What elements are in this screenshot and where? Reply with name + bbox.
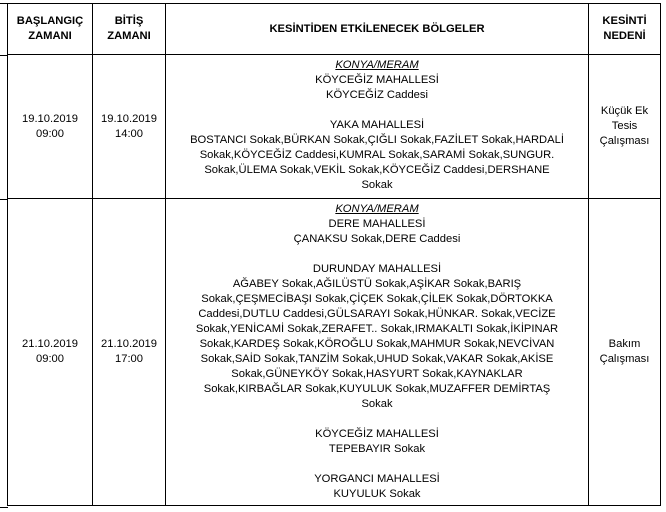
end-time-cell — [93, 199, 166, 506]
header-end-time — [93, 4, 166, 55]
start-hour: 09:00 — [36, 127, 64, 140]
region-line: Sokak,KÖYCEĞİZ Caddesi,KUMRAL Sokak,SARAMİ Sokak,SUNGUR. — [199, 149, 555, 161]
region-line: DURUNDAY MAHALLESİ — [312, 263, 442, 275]
reason-line: Bakım — [608, 338, 641, 350]
region-line: Sokak — [361, 179, 393, 191]
region-line: KÖYCEĞİZ MAHALLESİ — [315, 74, 439, 86]
table-header-row — [8, 4, 661, 55]
header-regions-label: KESİNTİDEN ETKİLENECEK BÖLGELER — [269, 22, 485, 35]
start-hour: 09:00 — [36, 353, 64, 365]
region-line: Sokak,KARDEŞ Sokak,KÖROĞLU Sokak,MAHMUR Sokak,NEVCİVAN — [199, 338, 555, 350]
region-line: KÖYCEĞİZ Caddesi — [326, 89, 428, 101]
reason-line: Çalışması — [599, 353, 650, 365]
blank-line — [168, 412, 586, 427]
reason-cell — [589, 55, 661, 199]
region-line: YAKA MAHALLESİ — [329, 119, 425, 131]
region-line: YORGANCI MAHALLESİ — [314, 473, 440, 485]
header-reason-line-2: NEDENİ — [603, 30, 646, 42]
end-date: 19.10.2019 — [101, 112, 157, 125]
start-time-cell — [8, 55, 93, 199]
header-outage-reason — [589, 4, 661, 55]
header-affected-regions — [166, 4, 589, 55]
header-end-line-1: BİTİŞ — [114, 15, 144, 27]
header-end-line-2: ZAMANI — [107, 30, 151, 42]
table-body — [8, 55, 661, 506]
reason-line: Tesis — [611, 120, 638, 132]
region-line: ÇANAKSU Sokak,DERE Caddesi — [293, 233, 461, 245]
blank-line — [168, 457, 586, 472]
header-reason-line-1: KESİNTİ — [602, 15, 647, 27]
blank-line — [168, 247, 586, 262]
region-line: AĞABEY Sokak,AĞILÜSTÜ Sokak,AŞİKAR Sokak,BARIŞ — [232, 278, 522, 290]
city-label: KONYA/MERAM — [335, 59, 419, 71]
region-line: KÖYCEĞİZ MAHALLESİ — [315, 428, 439, 440]
blank-line — [168, 103, 586, 118]
table-row — [8, 199, 661, 506]
end-hour: 17:00 — [115, 353, 143, 365]
reason-line: Çalışması — [599, 135, 650, 147]
reason-line: Küçük Ek — [600, 105, 649, 117]
outage-table — [7, 3, 661, 506]
header-start-line-2: ZAMANI — [28, 30, 72, 42]
region-line: Sokak,KIRBAĞLAR Sokak,KUYULUK Sokak,MUZAFFER DEMİRTAŞ — [203, 383, 551, 395]
table-row — [8, 55, 661, 199]
region-line: Sokak — [361, 398, 393, 410]
end-hour: 14:00 — [115, 127, 143, 140]
header-start-time — [8, 4, 93, 55]
start-date: 19.10.2019 — [22, 112, 78, 125]
region-line: TEPEBAYIR Sokak — [328, 443, 426, 455]
city-label: KONYA/MERAM — [335, 203, 419, 215]
start-time-cell — [8, 199, 93, 506]
end-date: 21.10.2019 — [101, 338, 157, 350]
regions-cell — [166, 199, 589, 506]
start-date: 21.10.2019 — [22, 338, 78, 350]
region-line: Sokak,YENİCAMİ Sokak,ZERAFET.. Sokak,IRMAKALTI Sokak,İKİPINAR — [195, 323, 559, 335]
region-line: KUYULUK Sokak — [333, 488, 421, 500]
header-start-line-1: BAŞLANGIÇ — [16, 15, 84, 27]
region-line: Sokak,SAİD Sokak,TANZİM Sokak,UHUD Sokak,VAKAR Sokak,AKİSE — [200, 353, 554, 365]
region-line: Sokak,ÇEŞMECİBAŞI Sokak,ÇİÇEK Sokak,ÇİLEK Sokak,DÖRTOKKA — [201, 293, 553, 305]
region-line: Sokak,GÜNEYKÖY Sokak,HASYURT Sokak,KAYNAKLAR — [231, 368, 523, 380]
region-line: BOSTANCI Sokak,BÜRKAN Sokak,ÇIĞLI Sokak,FAZİLET Sokak,HARDALİ — [190, 134, 564, 146]
region-line: DERE MAHALLESİ — [328, 218, 426, 230]
end-time-cell — [93, 55, 166, 199]
regions-cell — [166, 55, 589, 199]
region-line: Caddesi,DUTLU Caddesi,GÜLSARAYI Sokak,HÜNKAR. Sokak,VECİZE — [198, 308, 556, 320]
reason-cell — [589, 199, 661, 506]
region-line: Sokak,ÜLEMA Sokak,VEKİL Sokak,KÖYCEĞİZ Caddesi,DERSHANE — [204, 164, 550, 176]
